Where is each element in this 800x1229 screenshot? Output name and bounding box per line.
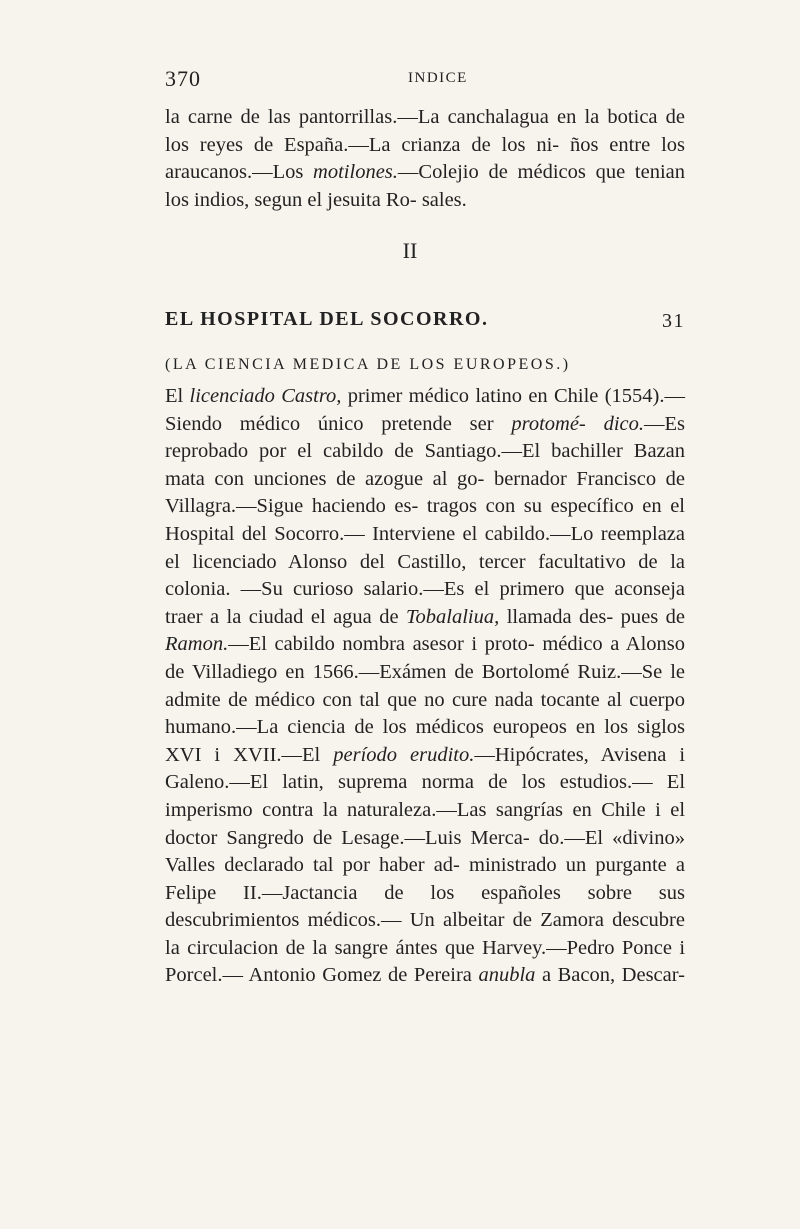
- chapter-page: 31: [662, 310, 685, 332]
- chapter-subtitle: (LA CIENCIA MEDICA DE LOS EUROPEOS.): [165, 356, 571, 373]
- italic-term: dico.: [603, 412, 644, 435]
- italic-term: protomé-: [511, 412, 586, 435]
- italic-term: Ramon.: [165, 633, 229, 656]
- section-number: II: [402, 238, 418, 263]
- italic-term: anubla: [478, 964, 536, 987]
- index-paragraph-1: la carne de las pantorrillas.—La canchalagua en la botica de los reyes de España.—La crianza de los ni- ños entre los araucanos.—Los motilones.—Colejio de médicos que tenian los indios, segun el jesuita Ro- sales.: [165, 106, 685, 211]
- page-number: 370: [165, 66, 201, 91]
- italic-term: período erudito.: [333, 743, 475, 766]
- index-paragraph-2: El licenciado Castro, primer médico latino en Chile (1554).—Siendo médico único pretende ser protomé- dico.—Es reprobado por el cabildo de Santiago.—El bachiller Bazan mata con unciones de azogue al go- bernador Francisco de Villagra.—Sigue haciendo es- tragos con su específico en el Hospital del Socorro.— Interviene el cabildo.—Lo reemplaza el licenciado Alonso del Castillo, tercer facultativo de la colonia. —Su curioso salario.—Es el primero que aconseja traer a la ciudad el agua de Tobalaliua, llamada des- pues de Ramon.—El cabildo nombra asesor i proto- médico a Alonso de Villadiego en 1566.—Exámen de Bortolomé Ruiz.—Se le admite de médico con tal que no cure nada tocante al cuerpo humano.—La ciencia de los médicos europeos en los siglos XVI i XVII.—El período erudito.—Hipócrates, Avisena i Galeno.—El latin, suprema norma de los estudios.— El imperismo contra la naturaleza.—Las sangrías en Chile i el doctor Sangredo de Lesage.—Luis Merca- do.—El «divino» Valles declarado tal por haber ad- ministrado un purgante a Felipe II.—Jactancia de los españoles sobre sus descubrimientos médicos.— Un albeitar de Zamora descubre la circulacion de la sangre ántes que Harvey.—Pedro Ponce i Porcel.— Antonio Gomez de Pereira anubla a Bacon, Descar-: [165, 385, 686, 987]
- italic-term: licenciado Castro,: [189, 385, 342, 407]
- running-head: INDICE: [408, 70, 468, 86]
- chapter-title: EL HOSPITAL DEL SOCORRO.: [165, 308, 489, 330]
- page-header: [165, 66, 680, 90]
- chapter-heading: [165, 308, 685, 331]
- italic-term: Tobalaliua,: [406, 605, 500, 628]
- italic-term: motilones.: [313, 161, 398, 184]
